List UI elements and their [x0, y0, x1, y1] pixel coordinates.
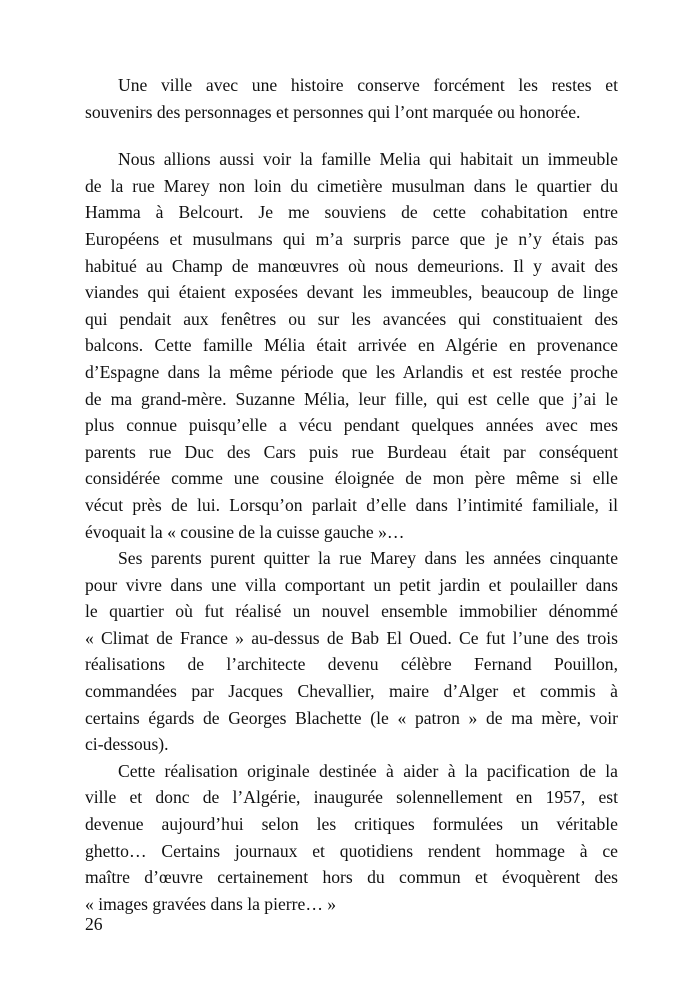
text-line: ci-dessous).	[85, 734, 169, 755]
text-line: Cette réalisation originale destinée à aider à la pacification de la	[118, 760, 618, 781]
text-line: réalisations de l’architecte devenu célèbre Fernand Pouillon,	[85, 654, 618, 675]
text-line: de ma grand-mère. Suzanne Mélia, leur fille, qui est celle que j’ai le	[85, 388, 618, 409]
text-line: plus connue puisqu’elle a vécu pendant quelques années avec mes	[85, 415, 618, 436]
text-line: « Climat de France » au-dessus de Bab El Oued. Ce fut l’une des trois	[85, 627, 618, 648]
text-line: Une ville avec une histoire conserve forcément les restes et	[118, 75, 618, 95]
text-line: ville et donc de l’Algérie, inaugurée solennellement en 1957, est	[85, 787, 618, 808]
text-line: Européens et musulmans qui m’a surpris parce que je n’y étais pas	[85, 228, 618, 249]
text-line: évoquait la « cousine de la cuisse gauche »…	[85, 521, 405, 542]
page-number: 26	[85, 914, 103, 934]
text-line: pour vivre dans une villa comportant un petit jardin et poulailler dans	[85, 574, 618, 595]
text-line: vécut près de lui. Lorsqu’on parlait d’elle dans l’intimité familiale, il	[85, 494, 618, 515]
paragraph-gap	[85, 125, 618, 146]
text-line: viandes qui étaient exposées devant les immeubles, beaucoup de linge	[85, 282, 618, 303]
paragraph	[85, 146, 618, 545]
text-line: qui pendait aux fenêtres ou sur les avancées qui constituaient des	[85, 308, 618, 329]
text-line: de la rue Marey non loin du cimetière musulman dans le quartier du	[85, 175, 618, 196]
text-line: maître d’œuvre certainement hors du commun et évoquèrent des	[85, 867, 618, 888]
text-line: commandées par Jacques Chevallier, maire d’Alger et commis à	[85, 681, 618, 702]
paragraph	[85, 72, 618, 125]
text-line: considérée comme une cousine éloignée de mon père même si elle	[85, 468, 618, 489]
text-line: Hamma à Belcourt. Je me souviens de cette cohabitation entre	[85, 202, 618, 223]
paragraph	[85, 545, 618, 758]
text-line: devenue aujourd’hui selon les critiques formulées un véritable	[85, 814, 618, 835]
paragraph	[85, 758, 618, 918]
text-line: d’Espagne dans la même période que les Arlandis et est restée proche	[85, 361, 618, 382]
text-line: ghetto… Certains journaux et quotidiens rendent hommage à ce	[85, 840, 618, 861]
text-line: habitué au Champ de manœuvres où nous demeurions. Il y avait des	[85, 255, 618, 276]
text-line: parents rue Duc des Cars puis rue Burdeau était par conséquent	[85, 441, 618, 462]
text-line: « images gravées dans la pierre… »	[85, 893, 337, 914]
text-line: certains égards de Georges Blachette (le « patron » de ma mère, voir	[85, 707, 618, 728]
text-line: souvenirs des personnages et personnes qui l’ont marquée ou honorée.	[85, 101, 581, 122]
text-line: Nous allions aussi voir la famille Melia qui habitait un immeuble	[118, 149, 618, 170]
text-line: le quartier où fut réalisé un nouvel ensemble immobilier dénommé	[85, 601, 618, 622]
text-line: balcons. Cette famille Mélia était arrivée en Algérie en provenance	[85, 335, 618, 356]
body-text	[85, 72, 618, 917]
text-line: Ses parents purent quitter la rue Marey dans les années cinquante	[118, 548, 618, 569]
